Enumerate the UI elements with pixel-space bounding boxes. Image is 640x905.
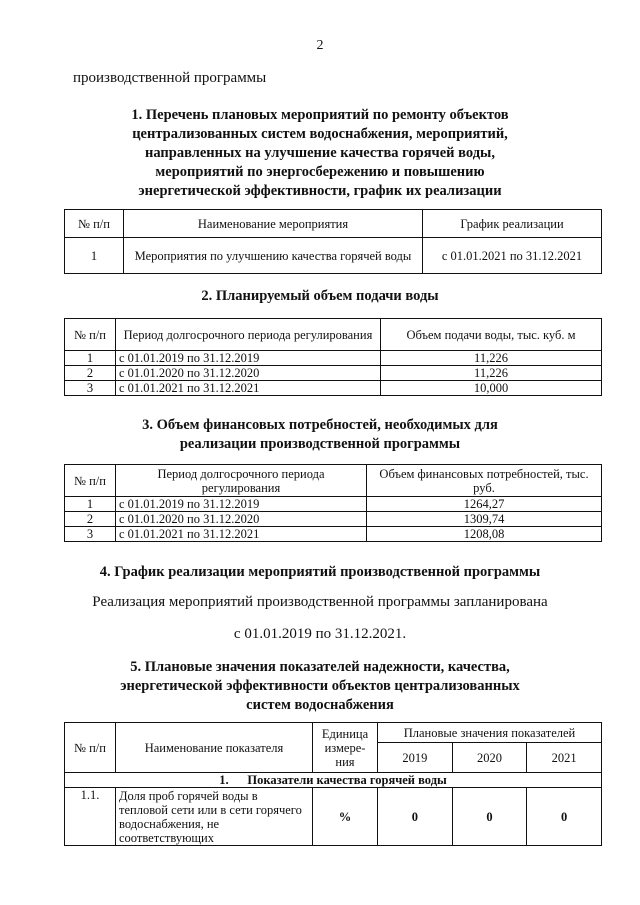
row-finance: 1264,27	[367, 497, 602, 512]
row-unit: %	[313, 788, 378, 846]
section5-title: 5. Плановые значения показателей надежности, качества, энергетической эффективности объектов централизованных систем водоснабжения	[120, 659, 520, 713]
row-measure-name: Мероприятия по улучшению качества горячей воды	[124, 238, 423, 274]
col-volume-header: Объем подачи воды, тыс. куб. м	[381, 319, 602, 351]
row-period: с 01.01.2021 по 31.12.2021	[116, 527, 367, 542]
row-value-2019: 0	[378, 788, 453, 846]
col-num-header: № п/п	[65, 723, 116, 773]
col-schedule-header: График реализации	[423, 210, 602, 238]
section4-text-line1: Реализация мероприятий производственной программы запланирована	[92, 594, 548, 610]
row-num: 1.1.	[65, 788, 116, 846]
row-value-2021: 0	[527, 788, 602, 846]
row-period: с 01.01.2020 по 31.12.2020	[116, 366, 381, 381]
group-title-cell	[65, 773, 602, 788]
col-year-header: 2020	[452, 743, 527, 773]
table-header-row	[65, 319, 602, 351]
section4-text-line2: с 01.01.2019 по 31.12.2021.	[233, 626, 407, 642]
table-row	[65, 512, 602, 527]
row-num: 3	[65, 527, 116, 542]
col-period-header: Период долгосрочного периода регулирования	[116, 319, 381, 351]
row-num: 2	[65, 366, 116, 381]
table-row	[65, 381, 602, 396]
col-year-header: 2019	[378, 743, 453, 773]
group-num: 1.	[219, 773, 229, 787]
row-num: 1	[65, 238, 124, 274]
col-num-header: № п/п	[65, 319, 116, 351]
table-row	[65, 788, 602, 846]
row-num: 3	[65, 381, 116, 396]
group-title: Показатели качества горячей воды	[247, 773, 447, 787]
row-period: с 01.01.2019 по 31.12.2019	[116, 497, 367, 512]
col-num-header: № п/п	[65, 465, 116, 497]
table-header-row	[65, 210, 602, 238]
row-volume: 10,000	[381, 381, 602, 396]
section2-table	[64, 318, 602, 396]
row-num: 2	[65, 512, 116, 527]
row-value-2020: 0	[452, 788, 527, 846]
col-indicator-header: Наименование показателя	[116, 723, 313, 773]
section5-table	[64, 722, 602, 846]
row-num: 1	[65, 351, 116, 366]
row-schedule: с 01.01.2021 по 31.12.2021	[423, 238, 602, 274]
row-num: 1	[65, 497, 116, 512]
section4-title: 4. График реализации мероприятий производственной программы	[99, 564, 541, 580]
col-num-header: № п/п	[65, 210, 124, 238]
table-row	[65, 497, 602, 512]
section2-title: 2. Планируемый объем подачи воды	[201, 288, 439, 304]
col-unit-header: Единица измере-ния	[313, 723, 378, 773]
row-indicator-name: Доля проб горячей воды в тепловой сети или в сети горячего водоснабжения, не соответствующих	[116, 788, 313, 846]
col-year-header: 2021	[527, 743, 602, 773]
table-header-row	[65, 465, 602, 497]
page-number: 2	[316, 38, 324, 53]
continuation-text: производственной программы	[73, 70, 267, 86]
row-volume: 11,226	[381, 351, 602, 366]
table-row	[65, 351, 602, 366]
group-row	[65, 773, 602, 788]
row-period: с 01.01.2020 по 31.12.2020	[116, 512, 367, 527]
col-finance-header: Объем финансовых потребностей, тыс. руб.	[367, 465, 602, 497]
section1-title: 1. Перечень плановых мероприятий по ремонту объектов централизованных систем водоснабжения, мероприятий, направленных на улучшение качества горячей воды, мероприятий по энергосбережению и повышению энергетической эффективности, график их реализации	[131, 107, 509, 199]
row-finance: 1309,74	[367, 512, 602, 527]
table-row	[65, 238, 602, 274]
table-header-row	[65, 723, 602, 743]
section3-title: 3. Объем финансовых потребностей, необходимых для реализации производственной программы	[142, 417, 498, 452]
table-row	[65, 527, 602, 542]
section3-table	[64, 464, 602, 542]
col-period-header: Период долгосрочного периода регулирования	[116, 465, 367, 497]
table-row	[65, 366, 602, 381]
row-finance: 1208,08	[367, 527, 602, 542]
row-period: с 01.01.2019 по 31.12.2019	[116, 351, 381, 366]
col-name-header: Наименование мероприятия	[124, 210, 423, 238]
col-planned-header: Плановые значения показателей	[378, 723, 602, 743]
row-volume: 11,226	[381, 366, 602, 381]
section1-table	[64, 209, 602, 274]
row-period: с 01.01.2021 по 31.12.2021	[116, 381, 381, 396]
